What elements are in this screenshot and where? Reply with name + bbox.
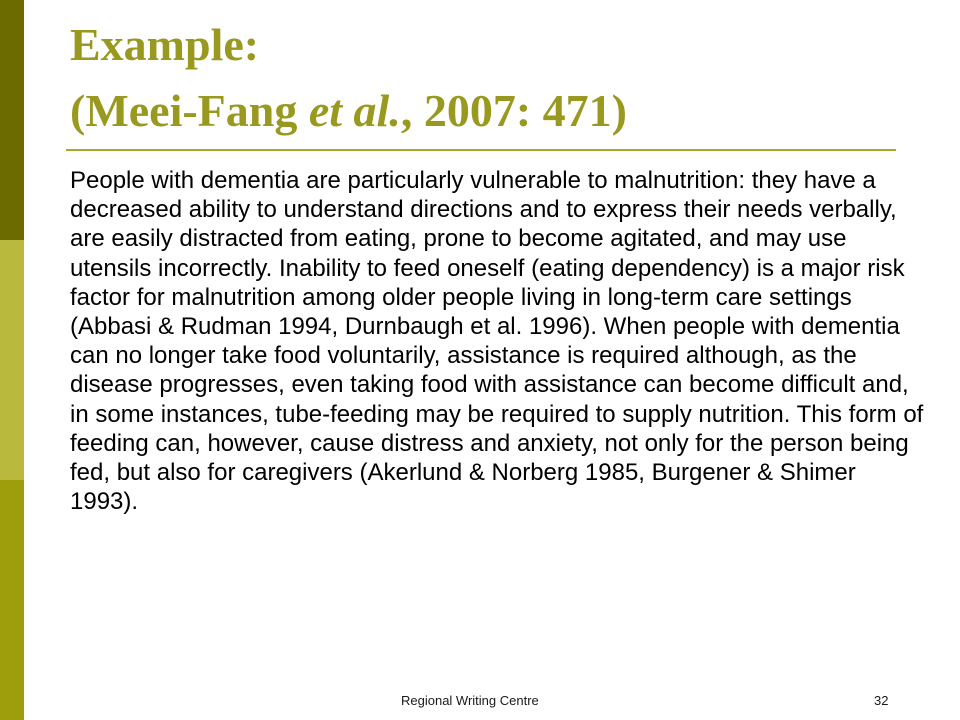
title-citation-italic: et al. [308, 85, 401, 136]
sidebar-segment-dark [0, 0, 24, 240]
title-citation-suffix: , 2007: 471) [400, 85, 627, 136]
sidebar-segment-light [0, 240, 24, 480]
title-citation-prefix: (Meei-Fang [70, 85, 309, 136]
title-divider [66, 149, 896, 151]
sidebar-segment-mid [0, 480, 24, 720]
quote-body: People with dementia are particularly vulnerable to malnutrition: they have a decreased ability to understand directions and to express their needs verbally, are easily distracted from eating, prone to become agitated, and may use utensils incorrectly. Inability to feed oneself (eating dependency) is a major risk factor for malnutrition among older people living in long-term care settings (Abbasi & Rudman 1994, Durnbaugh et al. 1996). When people with dementia can no longer take food voluntarily, assistance is required although, as the disease progresses, even taking food with assistance can become difficult and, in some instances, tube-feeding may be required to supply nutrition. This form of feeding can, however, cause distress and anxiety, not only for the person being fed, but also for caregivers (Akerlund & Norberg 1985, Burgener & Shimer 1993). [70, 167, 924, 516]
slide-number: 32 [874, 693, 889, 708]
footer-centre-text: Regional Writing Centre [401, 693, 539, 708]
sidebar-decoration [0, 0, 24, 720]
title-line-1: Example: [70, 19, 260, 70]
slide-title [70, 12, 930, 144]
